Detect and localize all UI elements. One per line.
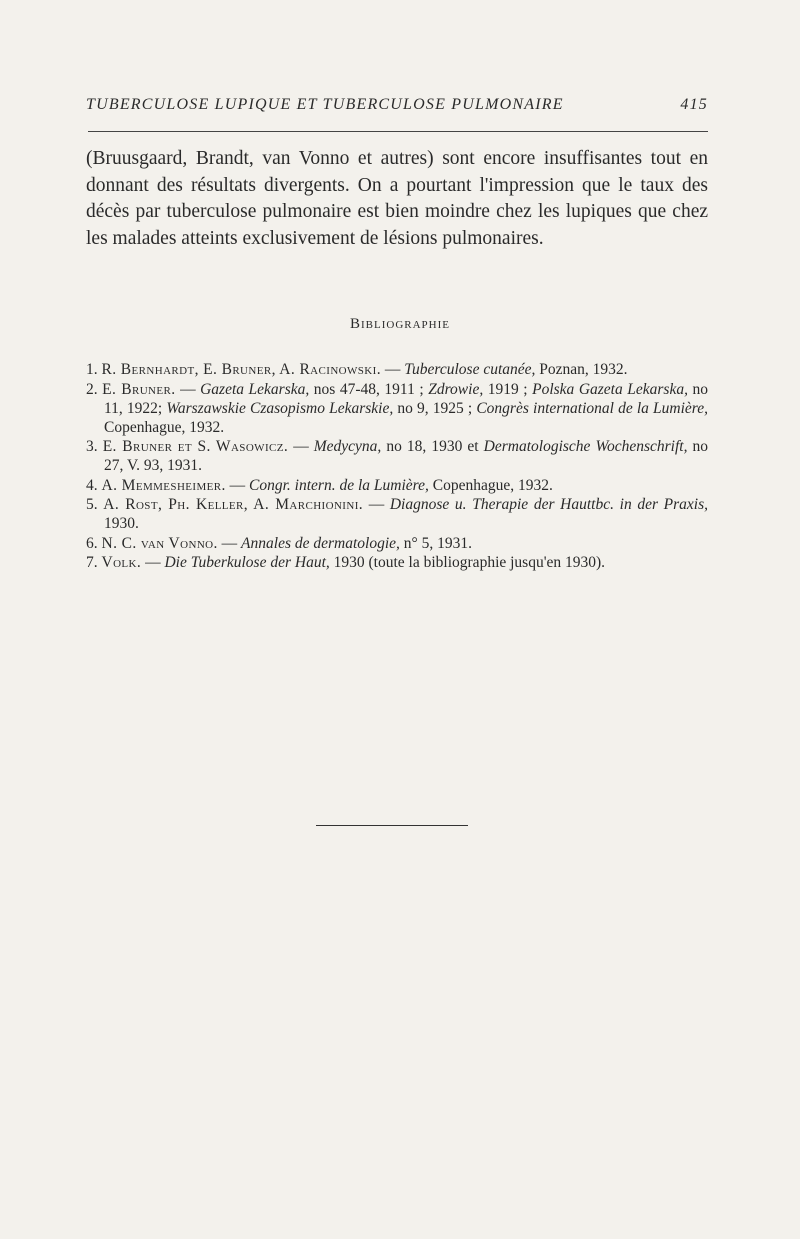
running-head-title: TUBERCULOSE LUPIQUE ET TUBERCULOSE PULMONAIRE [86,96,564,113]
bibliography-item-text: nos 47-48, 1911 ; [309,380,429,398]
body-paragraph: (Bruusgaard, Brandt, van Vonno et autres) sont encore insuffisantes tout en donnant des résultats divergents. On a pourtant l'impression que le taux des décès par tuberculose pulmonaire est bien moindre chez les lupiques que chez les malades atteints exclusivement de lésions pulmonaires. [86,148,708,249]
bibliography-item-title: Diagnose u. Therapie der Hauttbc. in der Praxis, [389,496,709,513]
bibliography-item-title: Zdrowie, [428,380,484,398]
bibliography-item-text: — [288,438,314,455]
bibliography-item [86,553,708,572]
bibliography-item-text: no 27, V. 93, 1931. [104,438,709,474]
bibliography-item [86,495,708,533]
bibliography-item-authors: E. Bruner. [102,380,176,398]
bibliography-item-title: Gazeta Lekarska, [200,380,310,398]
bibliography-item-authors: A. Rost, Ph. Keller, A. Marchionini. [103,496,364,513]
bibliography-item-title: Polska Gazeta Lekarska, [532,380,688,398]
bibliography-item-authors: Volk. [101,554,142,571]
bibliography-item-title: Dermatologische Wochenschrift, [483,438,688,455]
bibliography-item-title: Medycyna, [313,438,382,455]
bibliography-item-text: — [363,496,390,513]
bibliography-item [86,380,708,437]
bibliography-item-title: Congrès international de la Lumière, [476,399,709,417]
bibliography-item-text: — [381,361,405,378]
bibliography-item-title: Congr. intern. de la Lumière, [249,476,429,494]
bibliography-item-text: — [225,476,250,494]
bibliography-item-text: no 11, 1922; [104,380,708,417]
bibliography-heading: Bibliographie [350,316,450,332]
bibliography-item-text: — [175,380,201,398]
bibliography-item-text: n° 5, 1931. [399,534,472,552]
bibliography-item-text: Copenhague, 1932. [428,476,553,494]
bibliography-item-text: no 9, 1925 ; [393,399,477,417]
bibliography-item-authors: E. Bruner et S. Wasowicz. [102,438,289,455]
bibliography-item-number: 1. [86,361,102,378]
bibliography-list [86,360,708,573]
bibliography-item-number: 3. [86,438,103,455]
bibliography-item-title: Annales de dermatologie, [241,534,400,552]
bibliography-item [86,360,708,379]
bibliography-item-number: 5. [86,496,104,513]
bibliography-item-number: 2. [86,380,103,398]
bibliography-item-text: Poznan, 1932. [535,361,628,378]
bibliography-item-text: 1930. [104,515,139,532]
bibliography-item-text: Copenhague, 1932. [104,418,225,436]
bibliography-item-text: 1919 ; [483,380,533,398]
header-rule [88,131,708,132]
running-head [86,96,708,114]
bibliography-item-authors: A. Memmesheimer. [101,476,226,494]
end-rule [316,825,468,826]
bibliography-item [86,476,708,495]
bibliography-item-number: 6. [86,534,102,552]
bibliography-item-authors: R. Bernhardt, E. Bruner, A. Racinowski. [101,361,381,378]
bibliography-item-text: no 18, 1930 et [381,438,484,455]
bibliography-item-title: Tuberculose cutanée, [404,361,536,378]
bibliography-item [86,534,708,553]
page-number: 415 [680,96,708,113]
bibliography-item [86,437,708,475]
bibliography-item-text: — [217,534,242,552]
bibliography-item-authors: N. C. van Vonno. [101,534,218,552]
bibliography-item-number: 7. [86,554,102,571]
bibliography-item-text: 1930 (toute la bibliographie jusqu'en 1930). [329,554,606,571]
bibliography-item-title: Die Tuberkulose der Haut, [164,554,330,571]
bibliography-item-title: Warszawskie Czasopismo Lekarskie, [166,399,394,417]
bibliography-item-number: 4. [86,476,102,494]
bibliography-item-text: — [141,554,165,571]
